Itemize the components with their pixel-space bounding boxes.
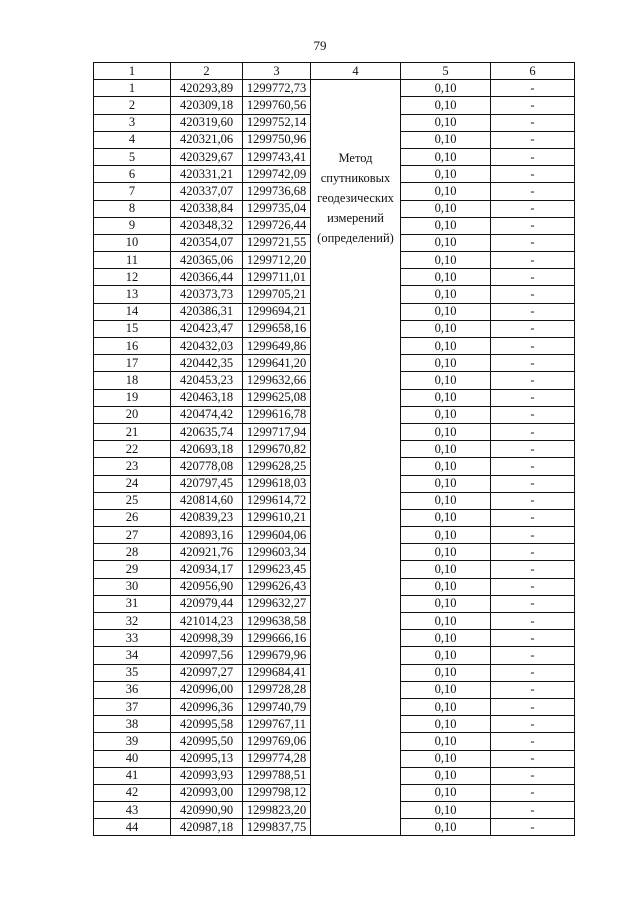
y-coordinate-cell: 1299772,73 <box>243 80 311 97</box>
note-cell: - <box>491 131 575 148</box>
point-number-cell: 15 <box>94 320 171 337</box>
note-cell: - <box>491 767 575 784</box>
y-coordinate-cell: 1299684,41 <box>243 664 311 681</box>
x-coordinate-cell: 420442,35 <box>171 355 243 372</box>
header-cell: 1 <box>94 63 171 80</box>
accuracy-cell: 0,10 <box>401 784 491 801</box>
point-number-cell: 25 <box>94 492 171 509</box>
point-number-cell: 42 <box>94 784 171 801</box>
accuracy-cell: 0,10 <box>401 630 491 647</box>
y-coordinate-cell: 1299626,43 <box>243 578 311 595</box>
note-cell: - <box>491 784 575 801</box>
header-cell: 3 <box>243 63 311 80</box>
accuracy-cell: 0,10 <box>401 527 491 544</box>
coordinates-table <box>93 62 575 836</box>
point-number-cell: 16 <box>94 338 171 355</box>
y-coordinate-cell: 1299788,51 <box>243 767 311 784</box>
y-coordinate-cell: 1299666,16 <box>243 630 311 647</box>
y-coordinate-cell: 1299767,11 <box>243 716 311 733</box>
y-coordinate-cell: 1299604,06 <box>243 527 311 544</box>
x-coordinate-cell: 420329,67 <box>171 148 243 165</box>
note-cell: - <box>491 114 575 131</box>
point-number-cell: 32 <box>94 613 171 630</box>
y-coordinate-cell: 1299614,72 <box>243 492 311 509</box>
accuracy-cell: 0,10 <box>401 647 491 664</box>
point-number-cell: 14 <box>94 303 171 320</box>
note-cell: - <box>491 802 575 819</box>
accuracy-cell: 0,10 <box>401 252 491 269</box>
accuracy-cell: 0,10 <box>401 716 491 733</box>
y-coordinate-cell: 1299760,56 <box>243 97 311 114</box>
x-coordinate-cell: 420348,32 <box>171 217 243 234</box>
note-cell: - <box>491 372 575 389</box>
point-number-cell: 9 <box>94 217 171 234</box>
accuracy-cell: 0,10 <box>401 698 491 715</box>
x-coordinate-cell: 420797,45 <box>171 475 243 492</box>
x-coordinate-cell: 420997,27 <box>171 664 243 681</box>
accuracy-cell: 0,10 <box>401 148 491 165</box>
x-coordinate-cell: 420373,73 <box>171 286 243 303</box>
y-coordinate-cell: 1299717,94 <box>243 423 311 440</box>
point-number-cell: 1 <box>94 80 171 97</box>
note-cell: - <box>491 561 575 578</box>
point-number-cell: 26 <box>94 509 171 526</box>
note-cell: - <box>491 647 575 664</box>
y-coordinate-cell: 1299752,14 <box>243 114 311 131</box>
point-number-cell: 40 <box>94 750 171 767</box>
x-coordinate-cell: 420997,56 <box>171 647 243 664</box>
header-cell: 4 <box>311 63 401 80</box>
point-number-cell: 6 <box>94 166 171 183</box>
header-cell: 6 <box>491 63 575 80</box>
accuracy-cell: 0,10 <box>401 578 491 595</box>
note-cell: - <box>491 819 575 836</box>
page-number: 79 <box>313 38 327 53</box>
accuracy-cell: 0,10 <box>401 131 491 148</box>
x-coordinate-cell: 420366,44 <box>171 269 243 286</box>
y-coordinate-cell: 1299670,82 <box>243 441 311 458</box>
point-number-cell: 11 <box>94 252 171 269</box>
x-coordinate-cell: 420453,23 <box>171 372 243 389</box>
note-cell: - <box>491 595 575 612</box>
header-cell: 2 <box>171 63 243 80</box>
note-cell: - <box>491 286 575 303</box>
accuracy-cell: 0,10 <box>401 802 491 819</box>
y-coordinate-cell: 1299632,66 <box>243 372 311 389</box>
y-coordinate-cell: 1299628,25 <box>243 458 311 475</box>
x-coordinate-cell: 420995,50 <box>171 733 243 750</box>
x-coordinate-cell: 420432,03 <box>171 338 243 355</box>
accuracy-cell: 0,10 <box>401 355 491 372</box>
accuracy-cell: 0,10 <box>401 819 491 836</box>
note-cell: - <box>491 733 575 750</box>
note-cell: - <box>491 148 575 165</box>
y-coordinate-cell: 1299625,08 <box>243 389 311 406</box>
accuracy-cell: 0,10 <box>401 80 491 97</box>
y-coordinate-cell: 1299649,86 <box>243 338 311 355</box>
note-cell: - <box>491 252 575 269</box>
accuracy-cell: 0,10 <box>401 406 491 423</box>
note-cell: - <box>491 423 575 440</box>
point-number-cell: 29 <box>94 561 171 578</box>
point-number-cell: 22 <box>94 441 171 458</box>
note-cell: - <box>491 338 575 355</box>
accuracy-cell: 0,10 <box>401 166 491 183</box>
x-coordinate-cell: 420998,39 <box>171 630 243 647</box>
accuracy-cell: 0,10 <box>401 183 491 200</box>
point-number-cell: 3 <box>94 114 171 131</box>
accuracy-cell: 0,10 <box>401 217 491 234</box>
x-coordinate-cell: 420319,60 <box>171 114 243 131</box>
point-number-cell: 39 <box>94 733 171 750</box>
note-cell: - <box>491 578 575 595</box>
note-cell: - <box>491 320 575 337</box>
x-coordinate-cell: 420463,18 <box>171 389 243 406</box>
y-coordinate-cell: 1299735,04 <box>243 200 311 217</box>
point-number-cell: 4 <box>94 131 171 148</box>
x-coordinate-cell: 420693,18 <box>171 441 243 458</box>
note-cell: - <box>491 389 575 406</box>
point-number-cell: 10 <box>94 234 171 251</box>
accuracy-cell: 0,10 <box>401 372 491 389</box>
point-number-cell: 36 <box>94 681 171 698</box>
y-coordinate-cell: 1299743,41 <box>243 148 311 165</box>
y-coordinate-cell: 1299736,68 <box>243 183 311 200</box>
y-coordinate-cell: 1299658,16 <box>243 320 311 337</box>
x-coordinate-cell: 420993,00 <box>171 784 243 801</box>
note-cell: - <box>491 681 575 698</box>
accuracy-cell: 0,10 <box>401 423 491 440</box>
x-coordinate-cell: 420934,17 <box>171 561 243 578</box>
x-coordinate-cell: 420331,21 <box>171 166 243 183</box>
note-cell: - <box>491 217 575 234</box>
y-coordinate-cell: 1299603,34 <box>243 544 311 561</box>
x-coordinate-cell: 420814,60 <box>171 492 243 509</box>
y-coordinate-cell: 1299638,58 <box>243 613 311 630</box>
y-coordinate-cell: 1299705,21 <box>243 286 311 303</box>
y-coordinate-cell: 1299632,27 <box>243 595 311 612</box>
note-cell: - <box>491 750 575 767</box>
note-cell: - <box>491 200 575 217</box>
y-coordinate-cell: 1299726,44 <box>243 217 311 234</box>
point-number-cell: 44 <box>94 819 171 836</box>
x-coordinate-cell: 420474,42 <box>171 406 243 423</box>
x-coordinate-cell: 420321,06 <box>171 131 243 148</box>
x-coordinate-cell: 421014,23 <box>171 613 243 630</box>
y-coordinate-cell: 1299742,09 <box>243 166 311 183</box>
point-number-cell: 27 <box>94 527 171 544</box>
note-cell: - <box>491 406 575 423</box>
point-number-cell: 21 <box>94 423 171 440</box>
point-number-cell: 18 <box>94 372 171 389</box>
accuracy-cell: 0,10 <box>401 114 491 131</box>
note-cell: - <box>491 269 575 286</box>
x-coordinate-cell: 420995,58 <box>171 716 243 733</box>
x-coordinate-cell: 420996,36 <box>171 698 243 715</box>
point-number-cell: 43 <box>94 802 171 819</box>
point-number-cell: 13 <box>94 286 171 303</box>
x-coordinate-cell: 420993,93 <box>171 767 243 784</box>
point-number-cell: 7 <box>94 183 171 200</box>
point-number-cell: 24 <box>94 475 171 492</box>
point-number-cell: 17 <box>94 355 171 372</box>
x-coordinate-cell: 420990,90 <box>171 802 243 819</box>
x-coordinate-cell: 420423,47 <box>171 320 243 337</box>
accuracy-cell: 0,10 <box>401 303 491 320</box>
x-coordinate-cell: 420635,74 <box>171 423 243 440</box>
x-coordinate-cell: 420987,18 <box>171 819 243 836</box>
note-cell: - <box>491 475 575 492</box>
accuracy-cell: 0,10 <box>401 458 491 475</box>
x-coordinate-cell: 420996,00 <box>171 681 243 698</box>
y-coordinate-cell: 1299623,45 <box>243 561 311 578</box>
point-number-cell: 38 <box>94 716 171 733</box>
accuracy-cell: 0,10 <box>401 269 491 286</box>
method-cell: Метод спутниковых геодезических измерений (определений) <box>311 80 401 836</box>
y-coordinate-cell: 1299711,01 <box>243 269 311 286</box>
x-coordinate-cell: 420354,07 <box>171 234 243 251</box>
accuracy-cell: 0,10 <box>401 475 491 492</box>
point-number-cell: 30 <box>94 578 171 595</box>
x-coordinate-cell: 420338,84 <box>171 200 243 217</box>
header-cell: 5 <box>401 63 491 80</box>
point-number-cell: 33 <box>94 630 171 647</box>
note-cell: - <box>491 458 575 475</box>
accuracy-cell: 0,10 <box>401 561 491 578</box>
y-coordinate-cell: 1299712,20 <box>243 252 311 269</box>
note-cell: - <box>491 183 575 200</box>
y-coordinate-cell: 1299774,28 <box>243 750 311 767</box>
y-coordinate-cell: 1299728,28 <box>243 681 311 698</box>
note-cell: - <box>491 97 575 114</box>
x-coordinate-cell: 420309,18 <box>171 97 243 114</box>
accuracy-cell: 0,10 <box>401 664 491 681</box>
note-cell: - <box>491 492 575 509</box>
accuracy-cell: 0,10 <box>401 234 491 251</box>
accuracy-cell: 0,10 <box>401 320 491 337</box>
accuracy-cell: 0,10 <box>401 613 491 630</box>
point-number-cell: 34 <box>94 647 171 664</box>
x-coordinate-cell: 420979,44 <box>171 595 243 612</box>
note-cell: - <box>491 630 575 647</box>
x-coordinate-cell: 420995,13 <box>171 750 243 767</box>
note-cell: - <box>491 80 575 97</box>
note-cell: - <box>491 664 575 681</box>
y-coordinate-cell: 1299610,21 <box>243 509 311 526</box>
y-coordinate-cell: 1299740,79 <box>243 698 311 715</box>
accuracy-cell: 0,10 <box>401 441 491 458</box>
point-number-cell: 35 <box>94 664 171 681</box>
x-coordinate-cell: 420839,23 <box>171 509 243 526</box>
note-cell: - <box>491 509 575 526</box>
accuracy-cell: 0,10 <box>401 200 491 217</box>
point-number-cell: 8 <box>94 200 171 217</box>
accuracy-cell: 0,10 <box>401 595 491 612</box>
accuracy-cell: 0,10 <box>401 544 491 561</box>
x-coordinate-cell: 420293,89 <box>171 80 243 97</box>
y-coordinate-cell: 1299750,96 <box>243 131 311 148</box>
x-coordinate-cell: 420921,76 <box>171 544 243 561</box>
accuracy-cell: 0,10 <box>401 338 491 355</box>
accuracy-cell: 0,10 <box>401 492 491 509</box>
accuracy-cell: 0,10 <box>401 750 491 767</box>
point-number-cell: 28 <box>94 544 171 561</box>
note-cell: - <box>491 355 575 372</box>
point-number-cell: 23 <box>94 458 171 475</box>
y-coordinate-cell: 1299837,75 <box>243 819 311 836</box>
note-cell: - <box>491 303 575 320</box>
note-cell: - <box>491 441 575 458</box>
table-row <box>94 80 575 97</box>
x-coordinate-cell: 420337,07 <box>171 183 243 200</box>
y-coordinate-cell: 1299798,12 <box>243 784 311 801</box>
accuracy-cell: 0,10 <box>401 97 491 114</box>
y-coordinate-cell: 1299641,20 <box>243 355 311 372</box>
y-coordinate-cell: 1299769,06 <box>243 733 311 750</box>
note-cell: - <box>491 527 575 544</box>
x-coordinate-cell: 420778,08 <box>171 458 243 475</box>
accuracy-cell: 0,10 <box>401 509 491 526</box>
point-number-cell: 41 <box>94 767 171 784</box>
y-coordinate-cell: 1299679,96 <box>243 647 311 664</box>
table-header-row <box>94 63 575 80</box>
point-number-cell: 19 <box>94 389 171 406</box>
accuracy-cell: 0,10 <box>401 733 491 750</box>
note-cell: - <box>491 234 575 251</box>
x-coordinate-cell: 420365,06 <box>171 252 243 269</box>
y-coordinate-cell: 1299694,21 <box>243 303 311 320</box>
x-coordinate-cell: 420893,16 <box>171 527 243 544</box>
accuracy-cell: 0,10 <box>401 767 491 784</box>
y-coordinate-cell: 1299616,78 <box>243 406 311 423</box>
note-cell: - <box>491 544 575 561</box>
point-number-cell: 5 <box>94 148 171 165</box>
note-cell: - <box>491 716 575 733</box>
point-number-cell: 2 <box>94 97 171 114</box>
point-number-cell: 20 <box>94 406 171 423</box>
y-coordinate-cell: 1299721,55 <box>243 234 311 251</box>
x-coordinate-cell: 420956,90 <box>171 578 243 595</box>
accuracy-cell: 0,10 <box>401 286 491 303</box>
accuracy-cell: 0,10 <box>401 681 491 698</box>
point-number-cell: 31 <box>94 595 171 612</box>
accuracy-cell: 0,10 <box>401 389 491 406</box>
note-cell: - <box>491 166 575 183</box>
note-cell: - <box>491 613 575 630</box>
point-number-cell: 12 <box>94 269 171 286</box>
point-number-cell: 37 <box>94 698 171 715</box>
x-coordinate-cell: 420386,31 <box>171 303 243 320</box>
y-coordinate-cell: 1299823,20 <box>243 802 311 819</box>
note-cell: - <box>491 698 575 715</box>
y-coordinate-cell: 1299618,03 <box>243 475 311 492</box>
